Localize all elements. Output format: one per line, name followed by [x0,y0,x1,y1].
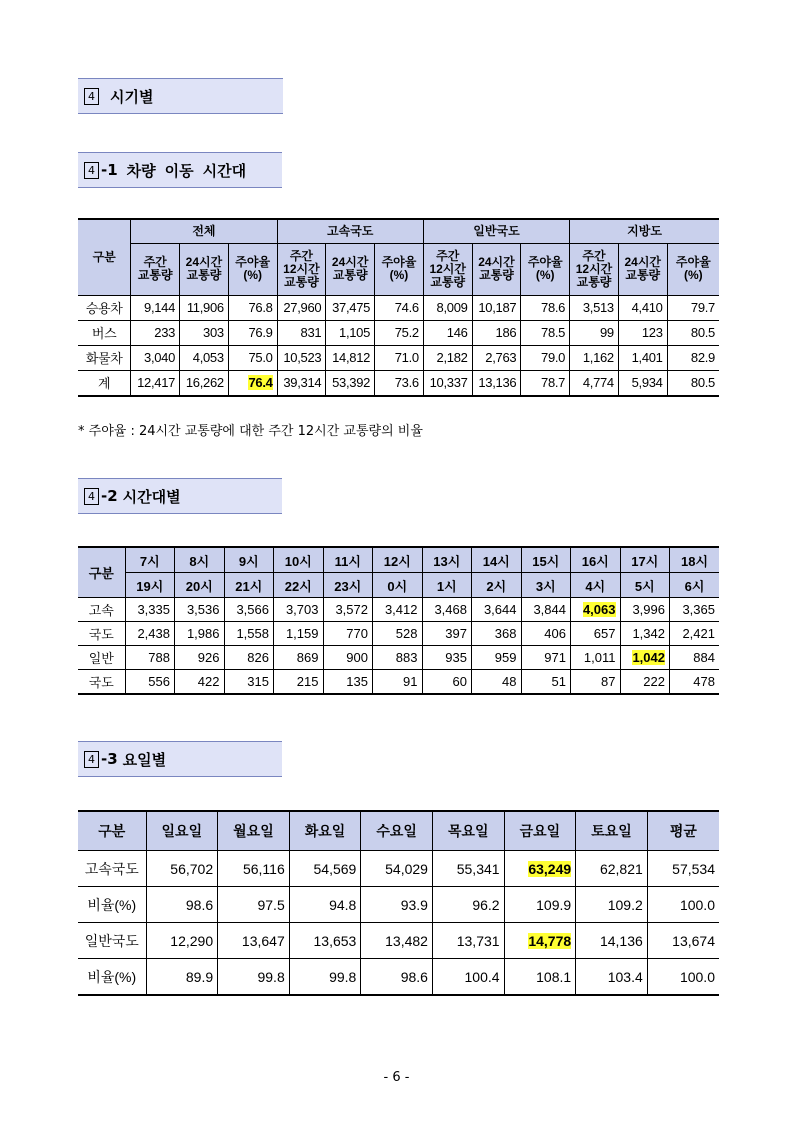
data-cell: 3,703 [274,598,324,622]
data-cell: 10,337 [423,370,472,396]
hour-end-header: 20시 [175,573,225,598]
sub-header: 24시간 교통량 [180,243,229,295]
data-cell: 79.7 [667,295,719,320]
highlighted-value: 14,778 [528,932,572,949]
data-cell: 98.6 [361,959,433,996]
data-cell: 75.2 [375,320,424,345]
data-cell: 78.5 [521,320,570,345]
table-row [78,887,719,923]
data-cell: 2,763 [472,345,521,370]
hour-end-header: 6시 [670,573,720,598]
sub-header: 주야율 (%) [667,243,719,295]
column-header: 평균 [647,811,719,851]
data-cell: 99.8 [218,959,290,996]
sub-header: 주간 12시간 교통량 [570,243,619,295]
column-header: 월요일 [218,811,290,851]
data-cell: 3,040 [131,345,180,370]
data-cell: 3,335 [125,598,175,622]
data-cell: 87 [571,670,621,695]
hourly-table [78,546,719,695]
data-cell: 100.0 [647,959,719,996]
column-header: 토요일 [576,811,648,851]
data-cell: 89.9 [146,959,218,996]
data-cell: 1,162 [570,345,619,370]
data-cell: 91 [373,670,423,695]
data-cell: 73.6 [375,370,424,396]
section-title-text: 시간대별 [122,487,181,506]
data-cell: 51 [521,670,571,695]
row-label: 일반 [78,646,125,670]
hour-start-header: 13시 [422,547,472,573]
hour-end-header: 1시 [422,573,472,598]
section-number-box: 4 [84,488,99,505]
sub-header: 주간 12시간 교통량 [423,243,472,295]
header-gubun: 구분 [78,219,131,295]
table-row [78,295,719,320]
row-label: 비율(%) [78,887,146,923]
data-cell [228,370,277,396]
data-cell: 13,136 [472,370,521,396]
data-cell [620,646,670,670]
data-cell: 11,906 [180,295,229,320]
table-row [78,320,719,345]
data-cell: 3,412 [373,598,423,622]
data-cell: 80.5 [667,370,719,396]
hour-end-header: 4시 [571,573,621,598]
data-cell: 80.5 [667,320,719,345]
page-number: - 6 - [383,1070,410,1085]
data-cell: 883 [373,646,423,670]
data-cell: 1,401 [618,345,667,370]
data-cell: 2,438 [125,622,175,646]
header-row [78,547,719,573]
section-title-4-3 [78,741,282,777]
section-title-word: 차량 [126,161,156,180]
column-header: 수요일 [361,811,433,851]
data-cell [504,923,576,959]
hour-start-header: 11시 [323,547,373,573]
hour-end-header: 22시 [274,573,324,598]
data-cell: 74.6 [375,295,424,320]
data-cell: 82.9 [667,345,719,370]
data-cell: 831 [277,320,326,345]
vehicle-time-table [78,218,719,397]
data-cell: 10,187 [472,295,521,320]
column-header: 일요일 [146,811,218,851]
hour-end-header: 19시 [125,573,175,598]
sub-header: 24시간 교통량 [326,243,375,295]
data-cell: 78.6 [521,295,570,320]
data-cell: 99.8 [289,959,361,996]
row-label: 국도 [78,622,125,646]
hour-end-header: 5시 [620,573,670,598]
data-cell: 233 [131,320,180,345]
data-cell: 4,053 [180,345,229,370]
sub-header: 주간 12시간 교통량 [277,243,326,295]
row-label: 일반국도 [78,923,146,959]
table-row [78,670,719,695]
table-row [78,646,719,670]
data-cell: 75.0 [228,345,277,370]
section-suffix: -2 [101,487,118,505]
hour-start-header: 12시 [373,547,423,573]
data-cell: 1,105 [326,320,375,345]
highlighted-value: 76.4 [248,375,273,390]
data-cell: 13,647 [218,923,290,959]
highlighted-value: 1,042 [632,650,665,665]
data-cell: 3,513 [570,295,619,320]
data-cell: 16,262 [180,370,229,396]
sub-header: 주야율 (%) [228,243,277,295]
data-cell: 96.2 [432,887,504,923]
data-cell: 315 [224,670,274,695]
section-number-box: 4 [84,751,99,768]
data-cell: 13,731 [432,923,504,959]
data-cell: 135 [323,670,373,695]
table-row [78,923,719,959]
row-label: 승용차 [78,295,131,320]
data-cell: 76.9 [228,320,277,345]
hour-start-header: 9시 [224,547,274,573]
hour-start-header: 7시 [125,547,175,573]
sub-header: 24시간 교통량 [472,243,521,295]
data-cell: 1,558 [224,622,274,646]
hour-end-header: 23시 [323,573,373,598]
data-cell: 397 [422,622,472,646]
hour-start-header: 15시 [521,547,571,573]
data-cell: 3,572 [323,598,373,622]
data-cell: 1,342 [620,622,670,646]
table-row [78,959,719,996]
hour-start-header: 14시 [472,547,522,573]
data-cell: 926 [175,646,225,670]
table-row [78,598,719,622]
section-title-word: 시간대 [202,161,247,180]
row-label: 버스 [78,320,131,345]
data-cell: 3,644 [472,598,522,622]
data-cell: 14,812 [326,345,375,370]
data-cell: 10,523 [277,345,326,370]
data-cell: 78.7 [521,370,570,396]
footnote: * 주야율 : 24시간 교통량에 대한 주간 12시간 교통량의 비율 [78,424,423,439]
row-label: 고속국도 [78,851,146,887]
weekday-table [78,810,719,996]
data-cell: 48 [472,670,522,695]
data-cell: 3,844 [521,598,571,622]
data-cell: 103.4 [576,959,648,996]
group-header: 일반국도 [423,219,569,243]
data-cell: 422 [175,670,225,695]
group-header: 전체 [131,219,277,243]
data-cell: 9,144 [131,295,180,320]
section-title-text: 시기별 [110,87,154,106]
header-row [78,573,719,598]
data-cell: 186 [472,320,521,345]
section-number-box: 4 [84,162,99,179]
data-cell: 3,468 [422,598,472,622]
data-cell: 109.9 [504,887,576,923]
section-suffix: -3 [101,750,118,768]
data-cell: 39,314 [277,370,326,396]
data-cell: 788 [125,646,175,670]
data-cell: 97.5 [218,887,290,923]
hour-start-header: 16시 [571,547,621,573]
data-cell: 3,996 [620,598,670,622]
data-cell: 900 [323,646,373,670]
data-cell: 884 [670,646,720,670]
data-cell: 478 [670,670,720,695]
data-cell: 12,290 [146,923,218,959]
data-cell: 303 [180,320,229,345]
hour-end-header: 0시 [373,573,423,598]
data-cell: 94.8 [289,887,361,923]
data-cell: 959 [472,646,522,670]
hour-start-header: 17시 [620,547,670,573]
hour-end-header: 3시 [521,573,571,598]
data-cell: 100.4 [432,959,504,996]
data-cell: 3,536 [175,598,225,622]
header-gubun: 구분 [78,547,125,598]
section-title-4-1 [78,152,282,188]
data-cell: 528 [373,622,423,646]
row-label: 비율(%) [78,959,146,996]
data-cell: 56,702 [146,851,218,887]
data-cell: 2,421 [670,622,720,646]
table-row [78,345,719,370]
section-title-word: 이동 [164,161,194,180]
data-cell: 146 [423,320,472,345]
data-cell: 657 [571,622,621,646]
data-cell: 100.0 [647,887,719,923]
data-cell: 98.6 [146,887,218,923]
data-cell: 55,341 [432,851,504,887]
data-cell: 1,159 [274,622,324,646]
data-cell: 54,569 [289,851,361,887]
data-cell: 76.8 [228,295,277,320]
data-cell [571,598,621,622]
data-cell: 368 [472,622,522,646]
table-row [78,851,719,887]
data-cell: 12,417 [131,370,180,396]
data-cell: 123 [618,320,667,345]
column-header: 구분 [78,811,146,851]
column-header: 목요일 [432,811,504,851]
row-label: 계 [78,370,131,396]
data-cell: 53,392 [326,370,375,396]
section-suffix: -1 [101,161,118,179]
data-cell: 62,821 [576,851,648,887]
data-cell: 770 [323,622,373,646]
section-title-4 [78,78,283,114]
data-cell: 60 [422,670,472,695]
sub-header: 주간 교통량 [131,243,180,295]
data-cell: 37,475 [326,295,375,320]
hour-start-header: 10시 [274,547,324,573]
data-cell [504,851,576,887]
section-title-4-2 [78,478,282,514]
section-number-box: 4 [84,88,99,105]
row-label: 화물차 [78,345,131,370]
data-cell: 4,774 [570,370,619,396]
group-header: 지방도 [570,219,719,243]
data-cell: 13,482 [361,923,433,959]
data-cell: 27,960 [277,295,326,320]
hour-end-header: 21시 [224,573,274,598]
data-cell: 108.1 [504,959,576,996]
hour-start-header: 8시 [175,547,225,573]
hour-end-header: 2시 [472,573,522,598]
data-cell: 93.9 [361,887,433,923]
data-cell: 3,566 [224,598,274,622]
data-cell: 556 [125,670,175,695]
data-cell: 54,029 [361,851,433,887]
data-cell: 57,534 [647,851,719,887]
data-cell: 215 [274,670,324,695]
sub-header: 주야율 (%) [375,243,424,295]
sub-header: 24시간 교통량 [618,243,667,295]
data-cell: 4,410 [618,295,667,320]
data-cell: 14,136 [576,923,648,959]
data-cell: 3,365 [670,598,720,622]
column-header: 금요일 [504,811,576,851]
sub-header: 주야율 (%) [521,243,570,295]
table-row [78,622,719,646]
group-header: 고속국도 [277,219,423,243]
data-cell: 406 [521,622,571,646]
data-cell: 935 [422,646,472,670]
data-cell: 1,011 [571,646,621,670]
row-label: 고속 [78,598,125,622]
data-cell: 79.0 [521,345,570,370]
column-header: 화요일 [289,811,361,851]
hour-start-header: 18시 [670,547,720,573]
data-cell: 826 [224,646,274,670]
data-cell: 2,182 [423,345,472,370]
highlighted-value: 4,063 [582,602,616,617]
data-cell: 109.2 [576,887,648,923]
row-label: 국도 [78,670,125,695]
table-row [78,370,719,396]
data-cell: 5,934 [618,370,667,396]
data-cell: 13,674 [647,923,719,959]
data-cell: 971 [521,646,571,670]
data-cell: 13,653 [289,923,361,959]
header-row [78,811,719,851]
data-cell: 1,986 [175,622,225,646]
data-cell: 71.0 [375,345,424,370]
data-cell: 8,009 [423,295,472,320]
data-cell: 869 [274,646,324,670]
highlighted-value: 63,249 [528,860,572,877]
data-cell: 222 [620,670,670,695]
data-cell: 56,116 [218,851,290,887]
section-title-text: 요일별 [122,750,167,769]
data-cell: 99 [570,320,619,345]
